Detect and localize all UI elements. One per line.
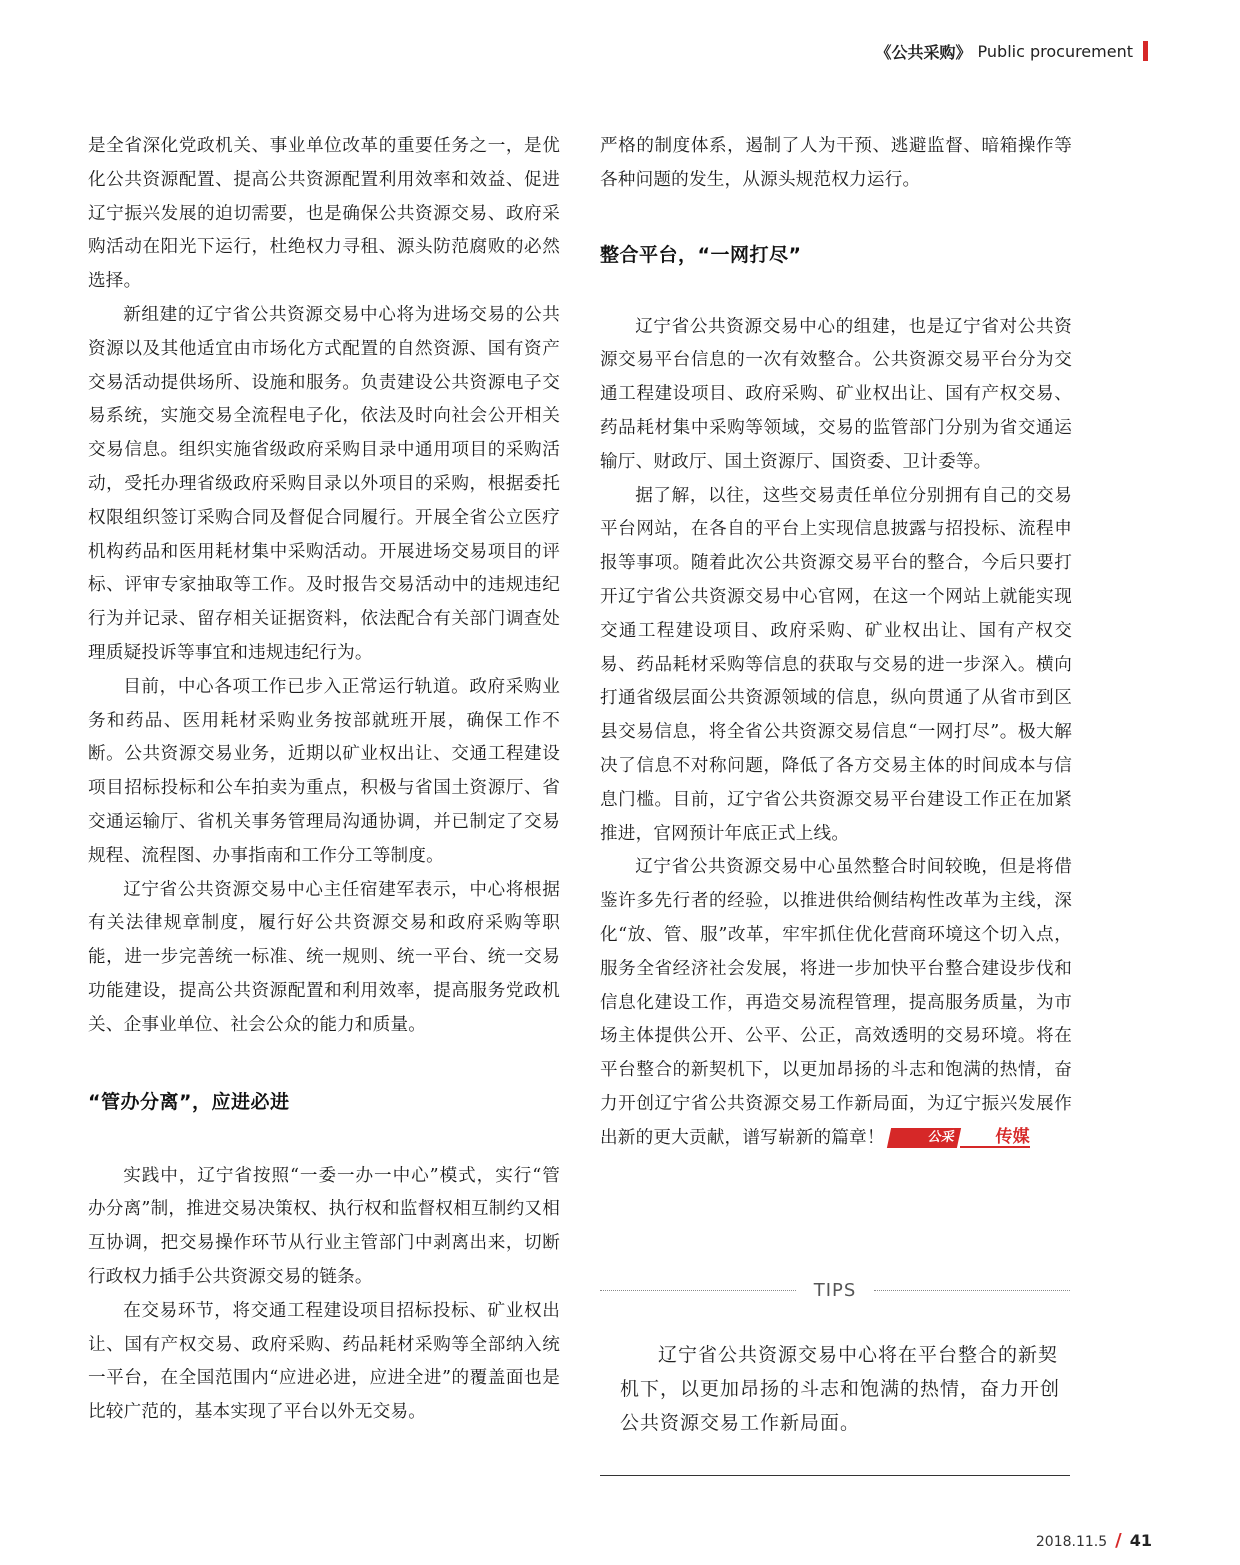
tips-divider-right: [874, 1290, 1070, 1291]
page-header: [876, 36, 1148, 66]
tips-divider-left: [600, 1290, 796, 1291]
magazine-title: 《公共采购》: [875, 42, 972, 62]
media-logo: [889, 1128, 1030, 1148]
right-paragraph-3: 据了解，以往，这些交易责任单位分别拥有自己的交易平台网站，在各自的平台上实现信息披露与招投标、流程申报等事项。随着此次公共资源交易平台的整合，今后只要打开辽宁省公共资源交易中心官网，在这一个网站上就能实现交通工程建设项目、政府采购、矿业权出让、国有产权交易、药品耗材采购等信息的获取与交易的进一步深入。横向打通省级层面公共资源领域的信息，纵向贯通了从省市到区县交易信息，将全省公共资源交易信息“一网打尽”。极大解决了信息不对称问题，降低了各方交易主体的时间成本与信息门槛。目前，辽宁省公共资源交易平台建设工作正在加紧推进，官网预计年底正式上线。: [600, 485, 1072, 844]
media-logo-name: 传媒: [960, 1128, 1030, 1148]
right-paragraph-1: 严格的制度体系，遏制了人为干预、逃避监督、暗箱操作等各种问题的发生，从源头规范权力运行。: [600, 136, 1072, 190]
right-paragraph-4-text: 辽宁省公共资源交易中心虽然整合时间较晚，但是将借鉴许多先行者的经验，以推进供给侧结构性改革为主线，深化“放、管、服”改革，牢牢抓住优化营商环境这个切入点，服务全省经济社会发展，将进一步加快平台整合建设步伐和信息化建设工作，再造交易流程管理，提高服务质量，为市场主体提供公开、公平、公正，高效透明的交易环境。将在平台整合的新契机下，以更加昂扬的斗志和饱满的热情，奋力开创辽宁省公共资源交易工作新局面，为辽宁振兴发展作出新的更大贡献，谱写崭新的篇章！: [600, 857, 1072, 1148]
right-paragraph-4: [600, 851, 1072, 1155]
right-column: [600, 130, 1072, 1156]
tips-text: 辽宁省公共资源交易中心将在平台整合的新契机下，以更加昂扬的斗志和饱满的热情，奋力开创公共资源交易工作新局面。: [620, 1344, 1061, 1434]
right-paragraph-2: 辽宁省公共资源交易中心的组建，也是辽宁省对公共资源交易平台信息的一次有效整合。公共资源交易平台分为交通工程建设项目、政府采购、矿业权出让、国有产权交易、药品耗材集中采购等领域，交易的监管部门分别为省交通运输厅、财政厅、国土资源厅、国资委、卫计委等。: [600, 316, 1072, 472]
header-accent-bar: [1143, 41, 1148, 61]
page-footer: [1036, 1530, 1152, 1551]
section-heading-integration: 整合平台，“一网打尽”: [600, 243, 802, 266]
section-heading-separation: “管办分离”，应进必进: [88, 1090, 290, 1113]
left-paragraph-6: 在交易环节，将交通工程建设项目招标投标、矿业权出让、国有产权交易、政府采购、药品耗材采购等全部纳入统一平台，在全国范围内“应进必进，应进全进”的覆盖面也是比较广范的，基本实现了平台以外无交易。: [88, 1300, 560, 1423]
left-paragraph-5: 实践中，辽宁省按照“一委一办一中心”模式，实行“管办分离”制，推进交易决策权、执行权和监督权相互制约又相互协调，把交易操作环节从行业主管部门中剥离出来，切断行政权力插手公共资源交易的链条。: [88, 1165, 560, 1287]
page-number: 41: [1129, 1531, 1152, 1550]
left-paragraph-4: 辽宁省公共资源交易中心主任宿建军表示，中心将根据有关法律规章制度，履行好公共资源交易和政府采购等职能，进一步完善统一标准、统一规则、统一平台、统一交易功能建设，提高公共资源配置和利用效率，提高服务党政机关、企事业单位、社会公众的能力和质量。: [88, 879, 560, 1035]
tips-bottom-rule: [600, 1475, 1070, 1476]
magazine-subtitle: Public procurement: [977, 41, 1133, 61]
tips-label: TIPS: [813, 1279, 857, 1301]
media-logo-mark: 公采: [887, 1128, 961, 1148]
tips-header: [600, 1276, 1070, 1304]
left-paragraph-3: 目前，中心各项工作已步入正常运行轨道。政府采购业务和药品、医用耗材采购业务按部就班开展，确保工作不断。公共资源交易业务，近期以矿业权出让、交通工程建设项目招标投标和公车拍卖为重点，积极与省国土资源厅、省交通运输厅、省机关事务管理局沟通协调，并已制定了交易规程、流程图、办事指南和工作分工等制度。: [88, 676, 560, 866]
issue-date: 2018.11.5: [1035, 1534, 1108, 1550]
footer-slash: /: [1115, 1530, 1122, 1551]
left-paragraph-1: 是全省深化党政机关、事业单位改革的重要任务之一，是优化公共资源配置、提高公共资源配置利用效率和效益、促进辽宁振兴发展的迫切需要，也是确保公共资源交易、政府采购活动在阳光下运行，杜绝权力寻租、源头防范腐败的必然选择。: [88, 136, 560, 292]
left-paragraph-2: 新组建的辽宁省公共资源交易中心将为进场交易的公共资源以及其他适宜由市场化方式配置的自然资源、国有资产交易活动提供场所、设施和服务。负责建设公共资源电子交易系统，实施交易全流程电子化，依法及时向社会公开相关交易信息。组织实施省级政府采购目录中通用项目的采购活动，受托办理省级政府采购目录以外项目的采购，根据委托权限组织签订采购合同及督促合同履行。开展全省公立医疗机构药品和医用耗材集中采购活动。开展进场交易项目的评标、评审专家抽取等工作。及时报告交易活动中的违规违纪行为并记录、留存相关证据资料，依法配合有关部门调查处理质疑投诉等事宜和违规违纪行为。: [88, 304, 560, 663]
left-column: [88, 130, 560, 1430]
